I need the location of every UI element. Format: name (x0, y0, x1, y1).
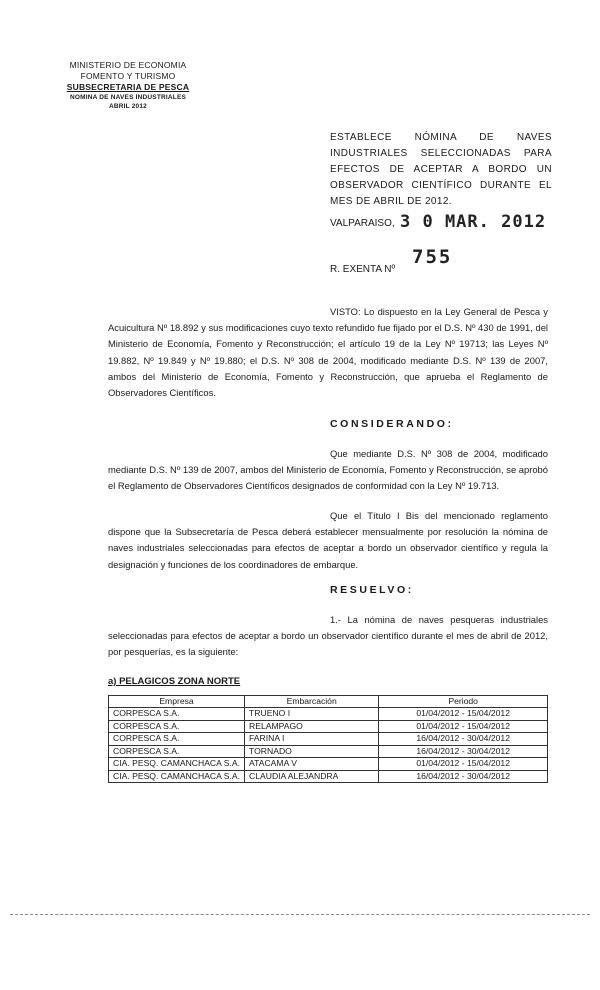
resuelvo-title: RESUELVO: (330, 584, 414, 596)
cell-periodo: 01/04/2012 - 15/04/2012 (379, 720, 548, 733)
cell-empresa: CIA. PESQ. CAMANCHACA S.A. (109, 770, 245, 783)
cell-empresa: CORPESCA S.A. (109, 708, 245, 721)
place-label: VALPARAISO, (330, 218, 395, 229)
exenta-label: R. EXENTA Nº (330, 264, 396, 275)
resolution-subject: ESTABLECE NÓMINA DE NAVES INDUSTRIALES SELECCIONADAS PARA EFECTOS DE ACEPTAR A BORDO UN OBSERVADOR CIENTÍFICO DURANTE EL MES DE ABRIL DE 2012. (330, 132, 552, 207)
visto-text: Lo dispuesto en la Ley General de Pesca y Acuicultura Nº 18.892 y sus modificaciones cuyo texto refundido fue fijado por el D.S. Nº 430 de 1991, del Ministerio de Economía, Fomento y Reconstrucción; el artículo 19 de la Ley Nº 19713; las Leyes Nº 19.882, Nº 19.849 y Nº 19.880; el D.S. Nº 308 de 2004, modificado mediante D.S. Nº 139 de 2007, ambos del Ministerio de Economía, Fomento y Reconstrucción, que aprueba el Reglamento de Observadores Científicos. (108, 306, 548, 399)
considerando-title: CONSIDERANDO: (330, 418, 454, 430)
section-a-heading: a) PELAGICOS ZONA NORTE (108, 676, 241, 687)
cell-empresa: CIA. PESQ. CAMANCHACA S.A. (109, 758, 245, 771)
cell-periodo: 16/04/2012 - 30/04/2012 (379, 745, 548, 758)
cell-embarcacion: ATACAMA V (245, 758, 379, 771)
table-row (109, 733, 548, 746)
column-header-empresa: Empresa (109, 696, 245, 708)
ministry-name: MINISTERIO DE ECONOMIA (69, 60, 187, 70)
header-month: ABRIL 2012 (108, 103, 147, 110)
scan-artifact-line (10, 914, 590, 916)
cell-empresa: CORPESCA S.A. (109, 733, 245, 746)
cell-embarcacion: CLAUDIA ALEJANDRA (245, 770, 379, 783)
date-stamp: 3 0 MAR. 2012 (400, 212, 547, 232)
table-row (109, 708, 548, 721)
subsecretaria-name: SUBSECRETARIA DE PESCA (66, 82, 190, 92)
visto-paragraph (108, 304, 548, 401)
visto-label: VISTO: (330, 306, 361, 317)
resuelvo-item-1: 1.- La nómina de naves pesqueras industriales seleccionadas para efectos de aceptar a bordo un observador científico durante el mes de abril de 2012, por pesquerías, es la siguiente: (108, 614, 548, 658)
cell-empresa: CORPESCA S.A. (109, 745, 245, 758)
header-note: NOMINA DE NAVES INDUSTRIALES (69, 94, 187, 101)
table-row (109, 770, 548, 783)
cell-periodo: 16/04/2012 - 30/04/2012 (379, 770, 548, 783)
column-header-periodo: Periodo (379, 696, 548, 708)
column-header-embarcacion: Embarcación (245, 696, 379, 708)
vessels-table (108, 695, 548, 783)
cell-periodo: 16/04/2012 - 30/04/2012 (379, 733, 548, 746)
cell-embarcacion: RELAMPAGO (245, 720, 379, 733)
table-row (109, 720, 548, 733)
issuer-header (58, 60, 198, 111)
table-row (109, 745, 548, 758)
cell-periodo: 01/04/2012 - 15/04/2012 (379, 758, 548, 771)
cell-empresa: CORPESCA S.A. (109, 720, 245, 733)
cell-periodo: 01/04/2012 - 15/04/2012 (379, 708, 548, 721)
table-header-row (109, 696, 548, 708)
table-row (109, 758, 548, 771)
considerando-paragraph-2: Que el Título I Bis del mencionado reglamento dispone que la Subsecretaría de Pesca deberá establecer mensualmente por resolución la nómina de naves industriales seleccionadas para efectos de aceptar a bordo un observador científico y regula la designación y funciones de los coordinadores de embarque. (108, 510, 548, 570)
cell-embarcacion: TRUENO I (245, 708, 379, 721)
considerando-paragraph-1: Que mediante D.S. Nº 308 de 2004, modificado mediante D.S. Nº 139 de 2007, ambos del Ministerio de Economía, Fomento y Reconstrucción, se aprobó el Reglamento de Observadores Científicos designados de conformidad con la Ley Nº 19.713. (108, 448, 548, 492)
cell-embarcacion: TORNADO (245, 745, 379, 758)
ministry-subname: FOMENTO Y TURISMO (80, 71, 176, 81)
resolution-number: 755 (412, 246, 453, 268)
cell-embarcacion: FARINA I (245, 733, 379, 746)
